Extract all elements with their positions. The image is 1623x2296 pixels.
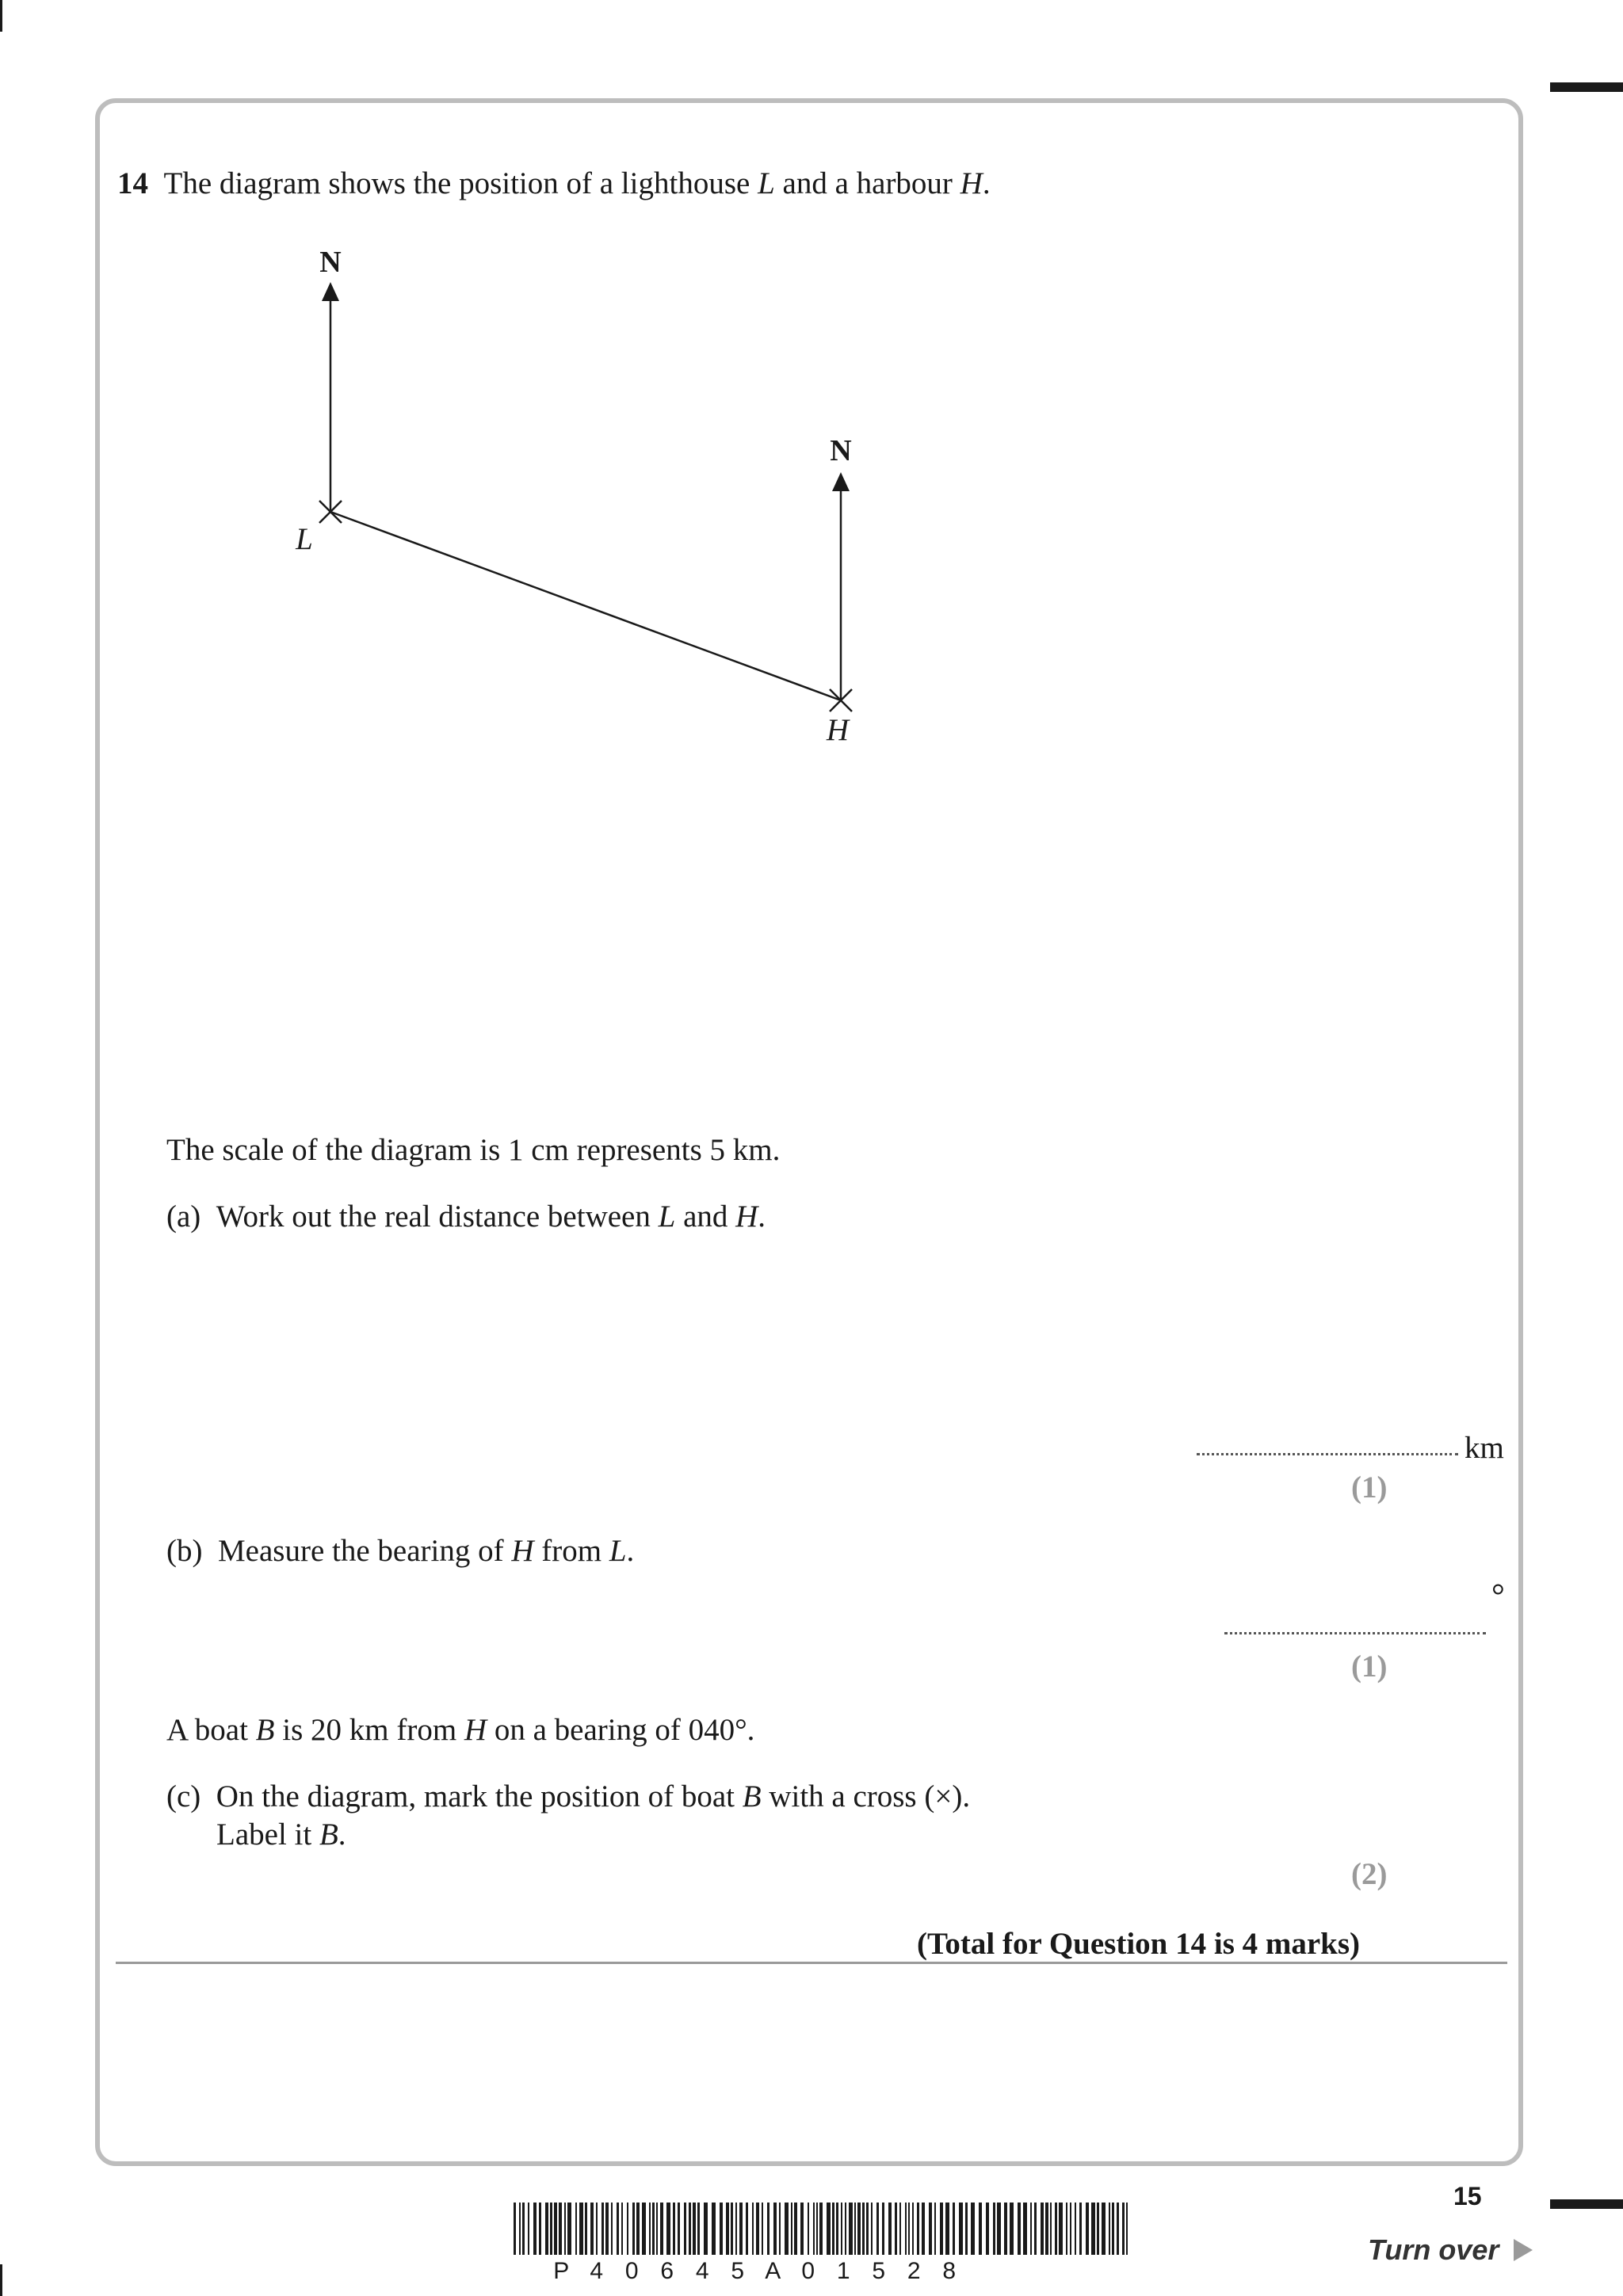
barcode-bar bbox=[554, 2203, 557, 2255]
barcode-bar bbox=[519, 2203, 521, 2255]
barcode-digit: 5 bbox=[731, 2258, 745, 2284]
barcode-bar bbox=[997, 2203, 1001, 2255]
point-label-L: L bbox=[296, 522, 313, 556]
barcode-digit: 0 bbox=[624, 2258, 639, 2284]
barcode-bar bbox=[1075, 2203, 1076, 2255]
barcode-bar bbox=[876, 2203, 879, 2255]
answer-line-b[interactable] bbox=[1224, 1632, 1486, 1634]
intro-text-end: . bbox=[982, 166, 991, 200]
barcode-digit: P bbox=[553, 2258, 570, 2284]
barcode-bar bbox=[816, 2203, 818, 2255]
barcode-bar bbox=[545, 2203, 548, 2255]
barcode-bar bbox=[559, 2203, 562, 2255]
barcode-digit: 1 bbox=[836, 2258, 850, 2284]
point-label-H: H bbox=[826, 713, 850, 747]
boat-text bbox=[166, 1714, 754, 1745]
barcode-bar bbox=[1112, 2203, 1114, 2255]
barcode-bar bbox=[693, 2203, 696, 2255]
barcode-bar bbox=[632, 2203, 635, 2255]
barcode-bar bbox=[895, 2203, 897, 2255]
barcode-bar bbox=[827, 2203, 831, 2255]
barcode-digit: 8 bbox=[942, 2258, 957, 2284]
barcode-bar bbox=[813, 2203, 815, 2255]
question-number: 14 bbox=[117, 166, 148, 200]
barcode-bar bbox=[794, 2203, 797, 2255]
barcode-bar bbox=[642, 2203, 646, 2255]
barcode-bar bbox=[908, 2203, 910, 2255]
barcode-bar bbox=[1055, 2203, 1057, 2255]
barcode-bar bbox=[522, 2203, 525, 2255]
intro-text: The diagram shows the position of a lighthouse bbox=[163, 166, 758, 200]
barcode-bar bbox=[862, 2203, 865, 2255]
barcode-bar bbox=[832, 2203, 834, 2255]
part-b-from: from bbox=[533, 1534, 609, 1568]
total-marks: (Total for Question 14 is 4 marks) bbox=[917, 1927, 1361, 1961]
barcode-bar bbox=[1018, 2203, 1021, 2255]
barcode-bar bbox=[791, 2203, 792, 2255]
barcode-digit: 2 bbox=[907, 2258, 921, 2284]
barcode-bar bbox=[1070, 2203, 1071, 2255]
barcode-bar bbox=[627, 2203, 628, 2255]
turn-over-label: Turn over bbox=[1368, 2233, 1499, 2266]
part-c-B: B bbox=[742, 1779, 762, 1814]
barcode-bar bbox=[564, 2203, 566, 2255]
barcode-bar bbox=[1102, 2203, 1106, 2255]
barcode-bar bbox=[539, 2203, 541, 2255]
barcode-digit: 4 bbox=[695, 2258, 709, 2284]
marks-a: (1) bbox=[1351, 1470, 1388, 1505]
barcode-bar bbox=[953, 2203, 955, 2255]
crop-mark-bottom-left bbox=[0, 2264, 2, 2296]
barcode-bar bbox=[720, 2203, 723, 2255]
barcode-bar bbox=[567, 2203, 571, 2255]
barcode-bar bbox=[528, 2203, 529, 2255]
barcode-bar bbox=[808, 2203, 809, 2255]
barcode-bar bbox=[746, 2203, 748, 2255]
barcode-bar bbox=[767, 2203, 769, 2255]
barcode-bar bbox=[1030, 2203, 1032, 2255]
barcode-bar bbox=[779, 2203, 781, 2255]
barcode-bar bbox=[1079, 2203, 1082, 2255]
barcode-bar bbox=[917, 2203, 919, 2255]
intro-L: L bbox=[758, 166, 775, 200]
scale-text: The scale of the diagram is 1 cm represents 5 km. bbox=[166, 1133, 781, 1167]
barcode-bar bbox=[1091, 2203, 1095, 2255]
barcode-digit: 0 bbox=[801, 2258, 815, 2284]
part-b-question bbox=[166, 1535, 634, 1566]
boat-text-mid: is 20 km from bbox=[274, 1713, 464, 1747]
barcode-bar bbox=[1050, 2203, 1052, 2255]
barcode-bar bbox=[762, 2203, 763, 2255]
barcode-bar bbox=[596, 2203, 598, 2255]
line-L-to-H bbox=[330, 512, 841, 700]
north-arrow-H bbox=[832, 472, 850, 491]
barcode-bar bbox=[756, 2203, 759, 2255]
part-c-label-it: Label it bbox=[216, 1817, 319, 1852]
barcode-bar bbox=[1004, 2203, 1007, 2255]
barcode-bar bbox=[986, 2203, 989, 2255]
part-a-text: Work out the real distance between bbox=[216, 1199, 659, 1234]
part-b-text: Measure the bearing of bbox=[217, 1534, 512, 1568]
barcode-bar bbox=[585, 2203, 587, 2255]
barcode-bar bbox=[550, 2203, 552, 2255]
barcode-bar bbox=[712, 2203, 716, 2255]
barcode-bar bbox=[882, 2203, 884, 2255]
north-arrow-L bbox=[322, 282, 339, 301]
barcode-bar bbox=[590, 2203, 594, 2255]
barcode-bar bbox=[1023, 2203, 1027, 2255]
barcode-bar bbox=[871, 2203, 873, 2255]
barcode-bar bbox=[905, 2203, 907, 2255]
part-b-H: H bbox=[511, 1534, 534, 1568]
barcode-bar bbox=[684, 2203, 686, 2255]
barcode-bar bbox=[752, 2203, 754, 2255]
north-label-L: N bbox=[319, 246, 342, 279]
barcode-bar bbox=[800, 2203, 804, 2255]
part-c-line2 bbox=[216, 1819, 346, 1850]
barcode-bar bbox=[912, 2203, 914, 2255]
barcode-bar bbox=[940, 2203, 943, 2255]
part-b-L: L bbox=[609, 1534, 627, 1568]
barcode-bar bbox=[617, 2203, 619, 2255]
turn-over bbox=[1368, 2233, 1499, 2266]
barcode-bar bbox=[1059, 2203, 1063, 2255]
barcode-bar bbox=[849, 2203, 853, 2255]
barcode-bar bbox=[726, 2203, 729, 2255]
barcode-bar bbox=[965, 2203, 968, 2255]
barcode-bar bbox=[1109, 2203, 1110, 2255]
barcode-bar bbox=[605, 2203, 609, 2255]
barcode-bar bbox=[845, 2203, 846, 2255]
barcode-bar bbox=[1117, 2203, 1119, 2255]
part-b-label: (b) bbox=[166, 1534, 203, 1568]
barcode-bar bbox=[1097, 2203, 1099, 2255]
barcode-bar bbox=[731, 2203, 733, 2255]
barcode-digits bbox=[544, 2260, 967, 2283]
part-a-label: (a) bbox=[166, 1199, 201, 1234]
barcode-bar bbox=[1045, 2203, 1048, 2255]
barcode-digit: 5 bbox=[872, 2258, 886, 2284]
part-a-end: . bbox=[758, 1199, 766, 1234]
barcode-bar bbox=[666, 2203, 670, 2255]
part-c-line1 bbox=[166, 1781, 970, 1812]
barcode-bar bbox=[899, 2203, 901, 2255]
barcode-bar bbox=[888, 2203, 892, 2255]
barcode-bar bbox=[621, 2203, 623, 2255]
intro-H: H bbox=[960, 166, 983, 200]
barcode bbox=[514, 2203, 1132, 2260]
barcode-bar bbox=[979, 2203, 982, 2255]
barcode-bar bbox=[1010, 2203, 1014, 2255]
barcode-bar bbox=[857, 2203, 861, 2255]
barcode-bar bbox=[1066, 2203, 1067, 2255]
part-a-L: L bbox=[658, 1199, 676, 1234]
part-a-question bbox=[166, 1201, 766, 1232]
barcode-bar bbox=[854, 2203, 856, 2255]
barcode-bar bbox=[601, 2203, 604, 2255]
barcode-bar bbox=[678, 2203, 680, 2255]
barcode-bar bbox=[819, 2203, 823, 2255]
barcode-bar bbox=[959, 2203, 963, 2255]
unit-degree: ° bbox=[1491, 1578, 1505, 1615]
barcode-bar bbox=[656, 2203, 658, 2255]
part-c-B2: B bbox=[319, 1817, 338, 1852]
bearing-diagram bbox=[0, 0, 1623, 792]
barcode-bar bbox=[971, 2203, 975, 2255]
barcode-bar bbox=[575, 2203, 577, 2255]
barcode-bar bbox=[929, 2203, 932, 2255]
barcode-bar bbox=[704, 2203, 708, 2255]
part-c-text-post: with a cross (×). bbox=[761, 1779, 971, 1814]
part-a-H: H bbox=[735, 1199, 758, 1234]
barcode-bar bbox=[1034, 2203, 1037, 2255]
barcode-bar bbox=[514, 2203, 516, 2255]
barcode-bar bbox=[533, 2203, 537, 2255]
barcode-digit: 4 bbox=[590, 2258, 604, 2284]
part-c-end: . bbox=[338, 1817, 346, 1852]
barcode-bar bbox=[1086, 2203, 1089, 2255]
barcode-bar bbox=[1041, 2203, 1044, 2255]
barcode-bar bbox=[922, 2203, 925, 2255]
page-number: 15 bbox=[1453, 2182, 1482, 2210]
intro-text-mid: and a harbour bbox=[774, 166, 960, 200]
barcode-bar bbox=[841, 2203, 842, 2255]
total-divider bbox=[116, 1962, 1507, 1964]
marks-b: (1) bbox=[1351, 1650, 1388, 1684]
answer-line-a[interactable] bbox=[1197, 1453, 1458, 1455]
barcode-bar bbox=[1126, 2203, 1128, 2255]
boat-text-post: on a bearing of 040°. bbox=[487, 1713, 755, 1747]
barcode-bar bbox=[697, 2203, 700, 2255]
turn-over-arrow-icon bbox=[1512, 2237, 1534, 2263]
barcode-digit: A bbox=[765, 2258, 781, 2284]
boat-text-pre: A boat bbox=[166, 1713, 256, 1747]
barcode-bar bbox=[866, 2203, 869, 2255]
part-b-end: . bbox=[626, 1534, 635, 1568]
barcode-bar bbox=[934, 2203, 936, 2255]
boat-H: H bbox=[464, 1713, 487, 1747]
barcode-bar bbox=[636, 2203, 640, 2255]
north-label-H: N bbox=[830, 434, 852, 467]
barcode-bar bbox=[993, 2203, 995, 2255]
part-c-text: On the diagram, mark the position of boat bbox=[216, 1779, 743, 1814]
barcode-bar bbox=[836, 2203, 838, 2255]
barcode-bar bbox=[579, 2203, 583, 2255]
barcode-bar bbox=[660, 2203, 663, 2255]
barcode-bar bbox=[689, 2203, 691, 2255]
barcode-bar bbox=[735, 2203, 737, 2255]
barcode-bar bbox=[945, 2203, 949, 2255]
barcode-bar bbox=[611, 2203, 613, 2255]
part-a-and: and bbox=[675, 1199, 736, 1234]
barcode-bar bbox=[739, 2203, 743, 2255]
barcode-bar bbox=[673, 2203, 675, 2255]
barcode-bar bbox=[1122, 2203, 1125, 2255]
barcode-bar bbox=[785, 2203, 789, 2255]
part-c-label: (c) bbox=[166, 1779, 201, 1814]
barcode-bar bbox=[773, 2203, 777, 2255]
edge-marker-bottom-right bbox=[1550, 2199, 1623, 2209]
barcode-bar bbox=[652, 2203, 655, 2255]
boat-B: B bbox=[255, 1713, 275, 1747]
barcode-digit: 6 bbox=[660, 2258, 674, 2284]
marks-c: (2) bbox=[1351, 1857, 1388, 1891]
barcode-bar bbox=[649, 2203, 651, 2255]
unit-km: km bbox=[1465, 1431, 1504, 1465]
